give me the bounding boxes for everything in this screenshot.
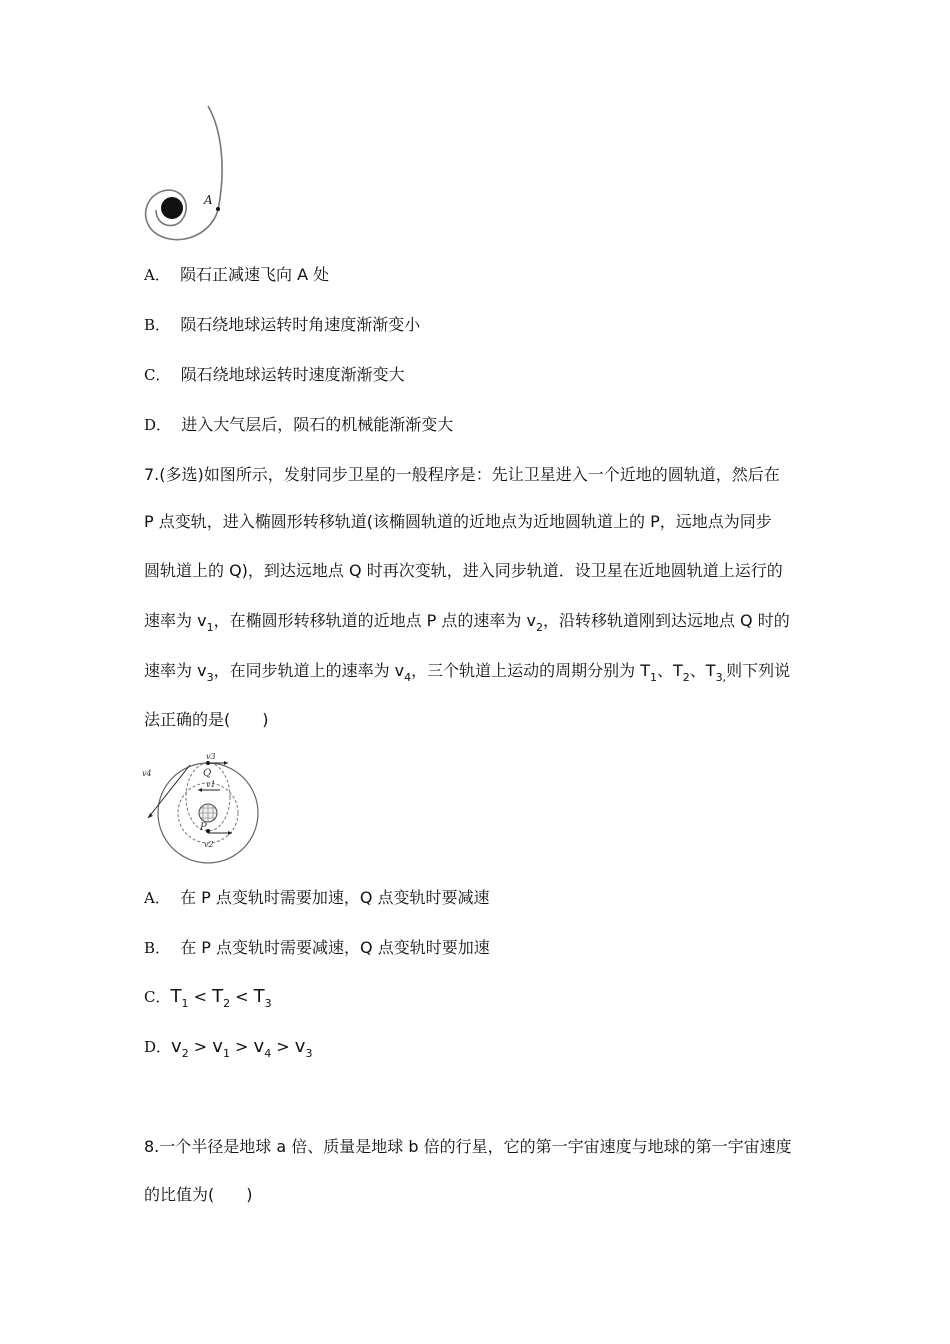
q7-stem-line-6: 法正确的是( ) [144, 710, 269, 729]
v4-arrowhead [148, 813, 153, 818]
label-v3: v3 [206, 752, 216, 761]
point-a-dot [216, 207, 220, 211]
q7-option-c[interactable]: C．$T_1 < T_2 < T_3$ [144, 986, 272, 1010]
label-v2: v2 [204, 840, 214, 849]
orbit-figure [140, 750, 265, 865]
label-v4: v4 [142, 769, 152, 778]
meteor-spiral-figure [140, 100, 240, 250]
q6-option-b[interactable]: B． 陨石绕地球运转时角速度渐渐变小 [144, 315, 421, 334]
q7-option-a[interactable]: A． 在 P 点变轨时需要加速，Q 点变轨时要减速 [144, 888, 490, 907]
q7-option-b[interactable]: B． 在 P 点变轨时需要减速，Q 点变轨时要加速 [144, 938, 490, 957]
v3-arrowhead [224, 761, 228, 765]
label-p: P [200, 822, 207, 833]
meteor-trajectory [146, 106, 222, 240]
label-q: Q [203, 768, 212, 779]
q7-stem-line-2: P 点变轨，进入椭圆形转移轨道(该椭圆轨道的近地点为近地圆轨道上的 P，远地点为同步 [144, 512, 772, 531]
q8-stem-line-2: 的比值为( ) [144, 1185, 253, 1204]
q7-stem-line-4: 速率为 $v_1$，在椭圆形转移轨道的近地点 P 点的速率为 $v_2$，沿转移轨道刚到达远地点 Q 时的 [144, 611, 790, 634]
v4-arrow [148, 765, 190, 818]
point-a-label: A [204, 193, 213, 207]
q7-stem-line-1: 7.(多选)如图所示，发射同步卫星的一般程序是：先让卫星进入一个近地的圆轨道，然后在 [144, 465, 780, 484]
q7-option-d[interactable]: D．$v_2 > v_1 > v_4 > v_3$ [144, 1036, 313, 1060]
q6-option-d[interactable]: D． 进入大气层后，陨石的机械能渐渐变大 [144, 415, 454, 434]
q6-option-c[interactable]: C． 陨石绕地球运转时速度渐渐变大 [144, 365, 405, 384]
q7-stem-line-5: 速率为 $v_3$，在同步轨道上的速率为 $v_4$，三个轨道上运动的周期分别为 $T_1$、$T_2$、$T_{3,}$则下列说 [144, 661, 791, 684]
label-v1: v1 [206, 780, 216, 789]
earth-dot [161, 197, 183, 219]
q6-option-a[interactable]: A． 陨石正减速飞向 A 处 [144, 265, 330, 284]
q7-stem-line-3: 圆轨道上的 Q)，到达远地点 Q 时再次变轨，进入同步轨道．设卫星在近地圆轨道上运行的 [144, 561, 783, 580]
q8-stem-line-1: 8.一个半径是地球 a 倍、质量是地球 b 倍的行星，它的第一宇宙速度与地球的第一宇宙速度 [144, 1137, 792, 1156]
v1-arrowhead [198, 788, 202, 792]
